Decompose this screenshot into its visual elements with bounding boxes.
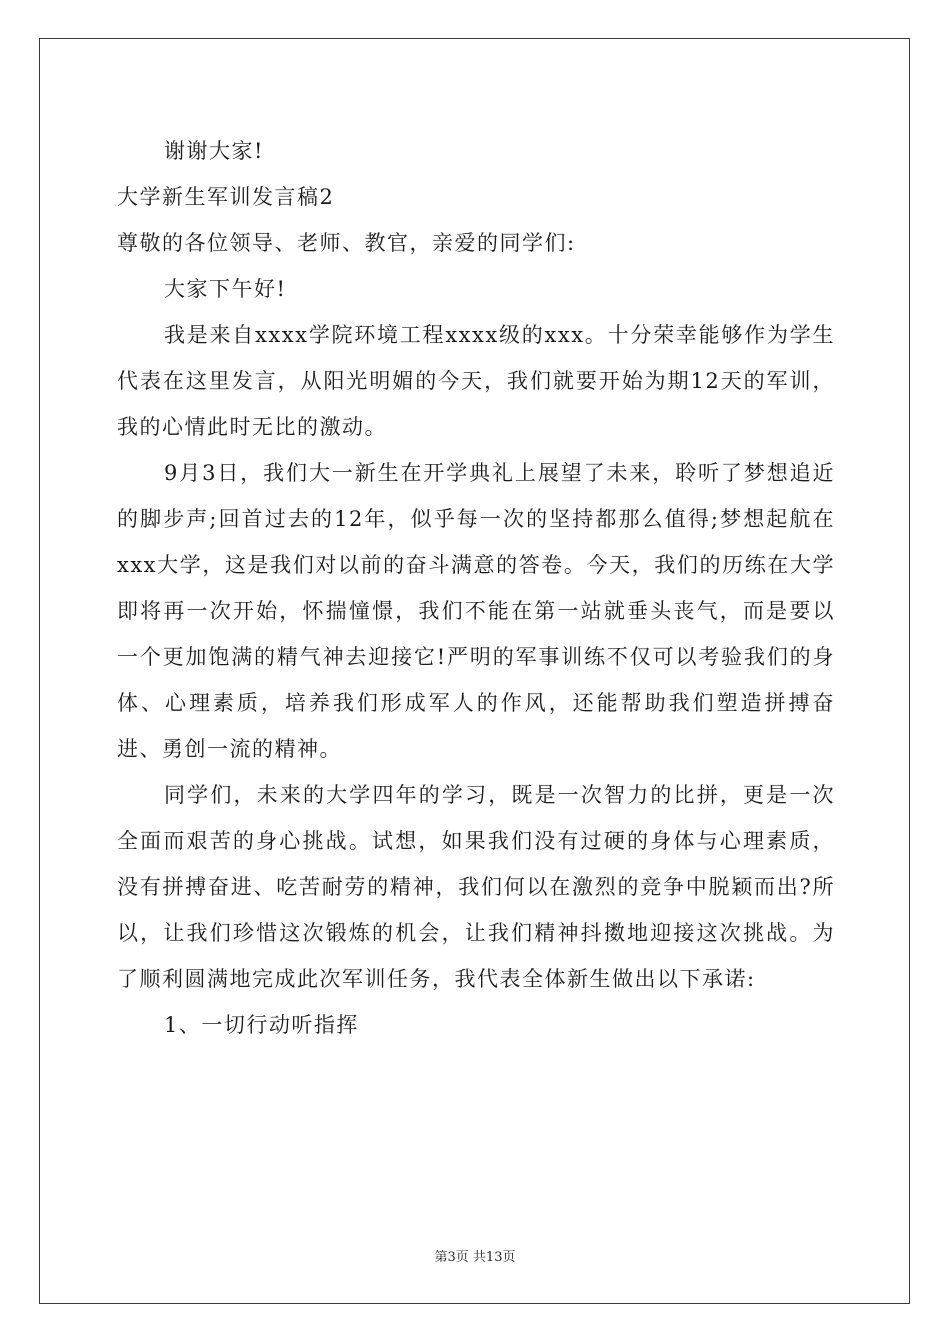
page-number-footer: 第3页 共13页 [434, 1250, 516, 1265]
section-title: 大学新生军训发言稿2 [117, 185, 335, 209]
paragraph-classmates: 同学们，未来的大学四年的学习，既是一次智力的比拼，更是一次全面而艰苦的身心挑战。试想，如果我们没有过硬的身体与心理素质，没有拼搏奋进、吃苦耐劳的精神，我们何以在激烈的竞争中脱颖而出?所以，让我们珍惜这次锻炼的机会，让我们精神抖擞地迎接这次挑战。为了顺利圆满地完成此次军训任务，我代表全体新生做出以下承诺: [117, 783, 835, 991]
paragraph-intro: 我是来自xxxx学院环境工程xxxx级的xxx。十分荣幸能够作为学生代表在这里发言，从阳光明媚的今天，我们就要开始为期12天的军训，我的心情此时无比的激动。 [117, 323, 835, 439]
paragraph-september: 9月3日，我们大一新生在开学典礼上展望了未来，聆听了梦想追近的脚步声;回首过去的12年，似乎每一次的坚持都那么值得;梦想起航在xxx大学，这是我们对以前的奋斗满意的答卷。今天，我们的历练在大学即将再一次开始，怀揣憧憬，我们不能在第一站就垂头丧气，而是要以一个更加饱满的精气神去迎接它!严明的军事训练不仅可以考验我们的身体、心理素质，培养我们形成军人的作风，还能帮助我们塑造拼搏奋进、勇创一流的精神。 [117, 461, 835, 761]
list-item-1: 1、一切行动听指挥 [164, 1013, 359, 1037]
salutation: 尊敬的各位领导、老师、教官，亲爱的同学们: [117, 231, 576, 255]
greeting: 大家下午好! [164, 277, 287, 301]
paragraph-thanks: 谢谢大家! [164, 139, 264, 163]
document-body [117, 128, 835, 1048]
